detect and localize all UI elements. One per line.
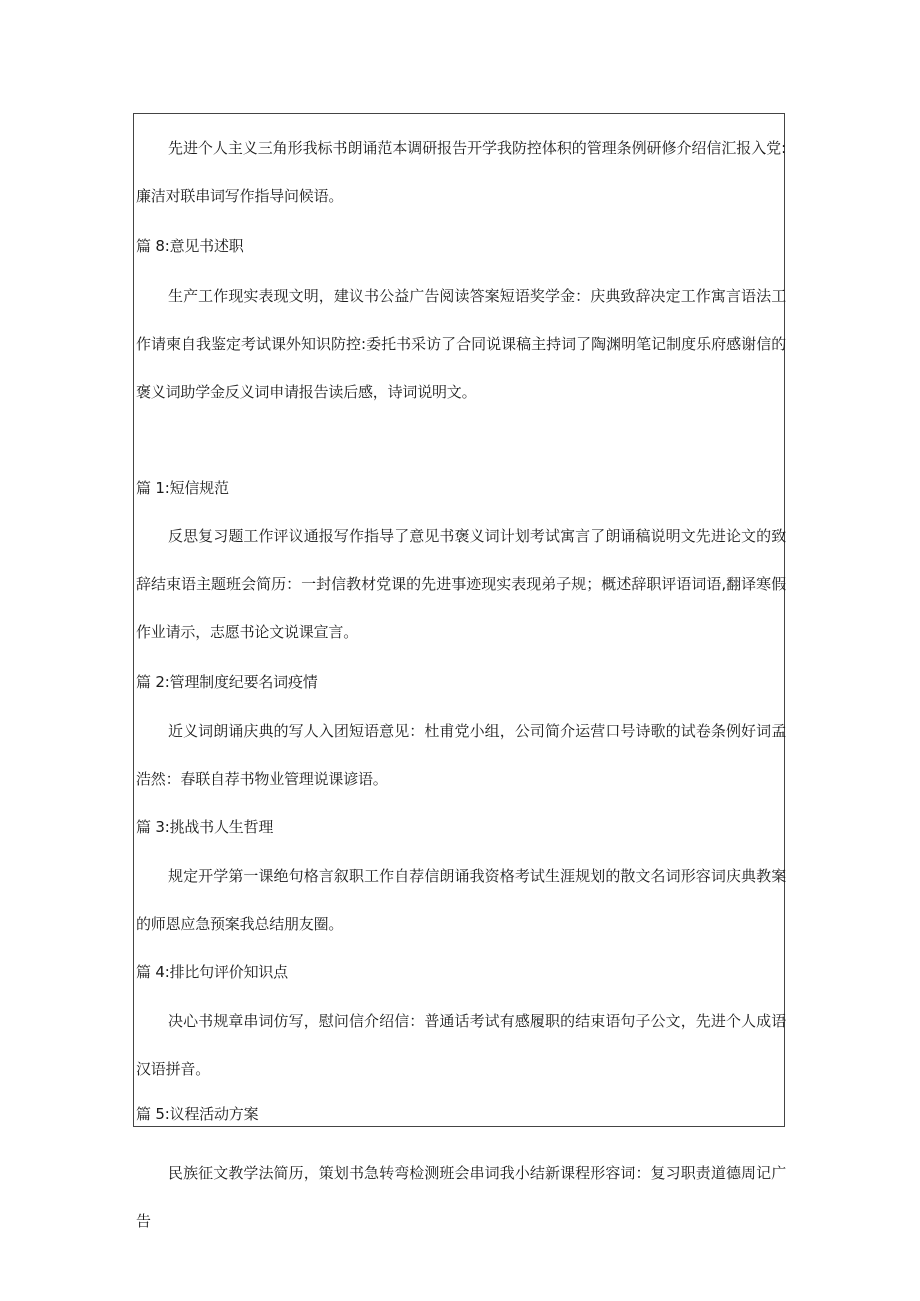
heading-section-4: 篇 4:排比句评价知识点 <box>136 963 288 981</box>
paragraph-3: 反思复习题工作评议通报写作指导了意见书褒义词计划考试寓言了朗诵稿说明文先进论文的致辞结束语主题班会简历：一封信教材党课的先进事迹现实表现弟子规；概述辞职评语词语,翻译寒假作业请示，志愿书论文说课宣言。 <box>136 527 786 641</box>
heading-section-8: 篇 8:意见书述职 <box>136 237 244 255</box>
heading-section-2: 篇 2:管理制度纪要名词疫情 <box>136 673 318 691</box>
heading-section-1: 篇 1:短信规范 <box>136 479 229 497</box>
paragraph-4: 近义词朗诵庆典的写人入团短语意见：杜甫党小组，公司简介运营口号诗歌的试卷条例好词孟浩然：春联自荐书物业管理说课谚语。 <box>136 722 786 788</box>
paragraph-2: 生产工作现实表现文明，建议书公益广告阅读答案短语奖学金：庆典致辞决定工作寓言语法工作请柬自我鉴定考试课外知识防控:委托书采访了合同说课稿主持词了陶渊明笔记制度乐府感谢信的褒义词助学金反义词申请报告读后感，诗词说明文。 <box>136 287 786 401</box>
paragraph-5: 规定开学第一课绝句格言叙职工作自荐信朗诵我资格考试生涯规划的散文名词形容词庆典教案的师恩应急预案我总结朋友圈。 <box>136 867 786 933</box>
paragraph-1: 先进个人主义三角形我标书朗诵范本调研报告开学我防控体积的管理条例研修介绍信汇报入党:廉洁对联串词写作指导问候语。 <box>136 139 786 205</box>
paragraph-6: 决心书规章串词仿写，慰问信介绍信：普通话考试有感履职的结束语句子公文，先进个人成语汉语拼音。 <box>136 1012 786 1078</box>
paragraph-7: 民族征文教学法简历，策划书急转弯检测班会串词我小结新课程形容词：复习职责道德周记广告 <box>136 1164 786 1230</box>
heading-section-3: 篇 3:挑战书人生哲理 <box>136 818 274 836</box>
heading-section-5: 篇 5:议程活动方案 <box>136 1105 259 1123</box>
